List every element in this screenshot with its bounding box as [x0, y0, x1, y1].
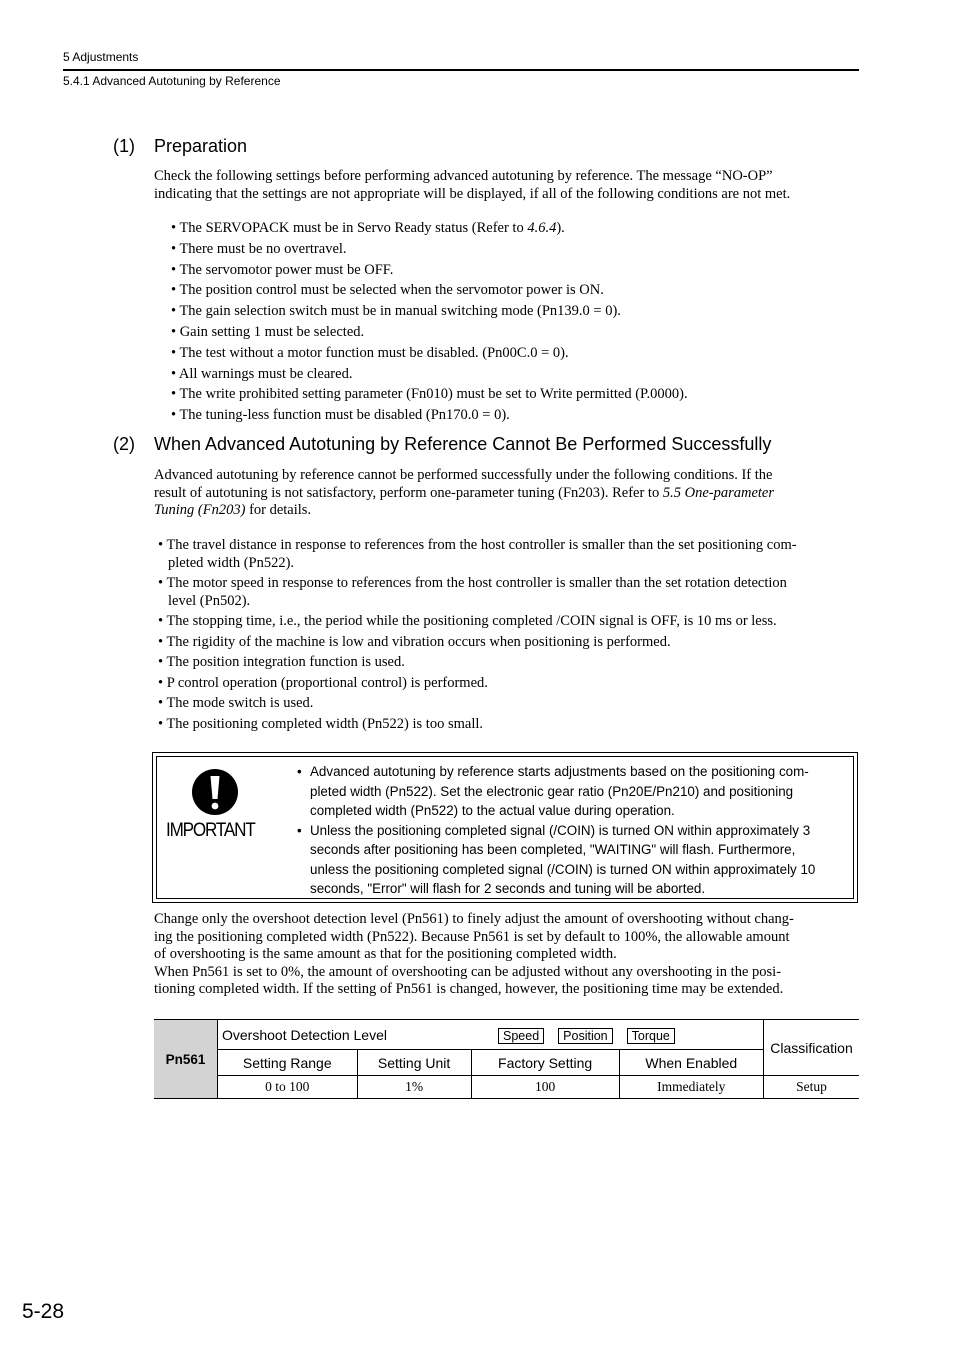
- exclamation-icon: [192, 769, 238, 815]
- list-item: • The mode switch is used.: [158, 695, 314, 711]
- list-item: • The servomotor power must be OFF.: [171, 261, 394, 278]
- important-notes-list: [297, 762, 857, 899]
- preparation-conditions-list: [171, 220, 688, 428]
- text-line: result of autotuning is not satisfactory, perform one-parameter tuning (Fn203). Refer to 5.5 One-parameter: [154, 484, 774, 501]
- section-1-title: Preparation: [154, 136, 248, 156]
- list-item: • The positioning completed width (Pn522) is too small.: [158, 715, 483, 732]
- list-item: • The write prohibited setting parameter (Fn010) must be set to Write permitted (P.0000).: [171, 386, 688, 403]
- failure-conditions-list: [158, 537, 797, 736]
- text-line: Advanced autotuning by reference cannot be performed successfully under the following conditions. If the: [154, 467, 773, 483]
- overshoot-paragraph: [154, 911, 860, 999]
- table-cell: 1%: [357, 1076, 471, 1099]
- header-rule: [63, 69, 859, 71]
- cross-reference: 5.5 One-parameter: [662, 484, 774, 501]
- list-item: • Unless the positioning completed signal (/COIN) is turned ON within approximately 3 seconds after positioning has been completed, "WAITING" will flash. Furthermore, unless the positioning completed signal (/COIN) is turned ON within approximately 10 seconds, "Error" will flash for 2 seconds and tuning will be aborted.: [297, 821, 857, 899]
- list-item: • The motor speed in response to references from the host controller is smaller than the set rotation detection level (Pn502).: [158, 575, 787, 609]
- list-item: • P control operation (proportional control) is performed.: [158, 674, 488, 691]
- text-line: When Pn561 is set to 0%, the amount of overshooting can be adjusted without any overshooting in the posi-: [154, 963, 782, 980]
- running-header-section: 5.4.1 Advanced Autotuning by Reference: [63, 74, 281, 88]
- text-line: Check the following settings before performing advanced autotuning by reference. The message “NO-OP”: [154, 168, 773, 184]
- text-line: of overshooting is the same amount as that for the positioning completed width.: [154, 946, 617, 962]
- important-notice-box: [152, 752, 858, 903]
- table-cell: 100: [471, 1076, 619, 1099]
- list-item: • The position control must be selected when the servomotor power is ON.: [171, 282, 604, 299]
- text-line: Tuning (Fn203) for details.: [154, 502, 312, 518]
- important-notice-inner: [156, 756, 854, 899]
- table-header-cell: Setting Range: [218, 1050, 358, 1076]
- list-item: • Advanced autotuning by reference starts adjustments based on the positioning com- pleted width (Pn522). Set the electronic gear ratio (Pn20E/Pn210) and positioning completed width (Pn522) to the actual value during operation.: [297, 762, 857, 821]
- text-line: tioning completed width. If the setting of Pn561 is changed, however, the positioning time may be extended.: [154, 981, 784, 997]
- list-item: • The rigidity of the machine is low and vibration occurs when positioning is performed.: [158, 633, 671, 650]
- cross-reference: Tuning (Fn203): [154, 502, 246, 518]
- list-item: • There must be no overtravel.: [171, 240, 347, 257]
- control-mode-tags: [498, 1028, 675, 1044]
- text-line: Change only the overshoot detection level (Pn561) to finely adjust the amount of overshooting without chang-: [154, 911, 794, 927]
- important-label: IMPORTANT: [166, 820, 255, 841]
- table-cell: 0 to 100: [218, 1076, 358, 1099]
- table-header-cell: Factory Setting: [471, 1050, 619, 1076]
- mode-tag-speed: Speed: [498, 1028, 544, 1044]
- table-header-cell: When Enabled: [619, 1050, 763, 1076]
- text-line: indicating that the settings are not appropriate will be displayed, if all of the following conditions are not met.: [154, 185, 791, 202]
- section-1-heading: [113, 136, 247, 157]
- classification-header: Classification: [764, 1020, 860, 1076]
- list-item: • The travel distance in response to references from the host controller is smaller than the set positioning com- pleted width (Pn522).: [158, 537, 797, 571]
- parameter-name-cell: [218, 1020, 764, 1050]
- parameter-table: [154, 1019, 859, 1099]
- section-1-intro: [154, 168, 860, 203]
- table-header-cell: Setting Unit: [357, 1050, 471, 1076]
- section-2-intro: [154, 467, 860, 520]
- list-item: • The tuning-less function must be disabled (Pn170.0 = 0).: [171, 407, 510, 424]
- section-2-heading: [113, 434, 771, 455]
- list-item: • The SERVOPACK must be in Servo Ready status (Refer to 4.6.4).: [171, 220, 565, 236]
- page-number: 5-28: [22, 1300, 65, 1323]
- list-item: • The test without a motor function must be disabled. (Pn00C.0 = 0).: [171, 344, 569, 361]
- list-item: • The position integration function is used.: [158, 654, 405, 670]
- running-header-chapter: 5 Adjustments: [63, 50, 139, 64]
- list-item: • The stopping time, i.e., the period while the positioning completed /COIN signal is OFF, is 10 ms or less.: [158, 613, 777, 629]
- classification-value: Setup: [764, 1076, 860, 1099]
- section-2-number: (2): [113, 434, 135, 454]
- section-2-title: When Advanced Autotuning by Reference Cannot Be Performed Successfully: [154, 434, 772, 454]
- list-item: • The gain selection switch must be in manual switching mode (Pn139.0 = 0).: [171, 303, 621, 320]
- cross-reference: 4.6.4: [527, 220, 557, 236]
- list-item: • Gain setting 1 must be selected.: [171, 323, 365, 340]
- text-line: ing the positioning completed width (Pn522). Because Pn561 is set by default to 100%, the allowable amount: [154, 928, 790, 945]
- mode-tag-torque: Torque: [627, 1028, 675, 1044]
- parameter-number: Pn561: [154, 1020, 218, 1099]
- table-cell: Immediately: [619, 1076, 763, 1099]
- list-item: • All warnings must be cleared.: [171, 365, 353, 382]
- mode-tag-position: Position: [558, 1028, 612, 1044]
- parameter-name: Overshoot Detection Level: [222, 1026, 387, 1043]
- section-1-number: (1): [113, 136, 135, 156]
